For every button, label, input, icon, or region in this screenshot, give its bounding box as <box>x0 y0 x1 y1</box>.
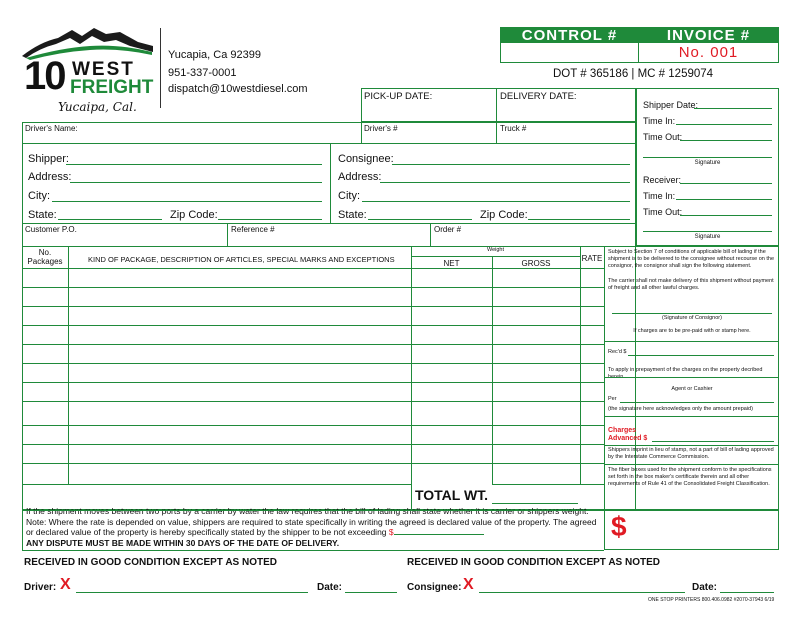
drivers-number-label: Driver's # <box>364 124 398 133</box>
customer-po-label: Customer P.O. <box>25 225 77 234</box>
declared-value-dollar: $ <box>611 511 627 542</box>
pickup-date-label: PICK-UP DATE: <box>364 91 433 102</box>
company-email: dispatch@10westdiesel.com <box>168 83 308 95</box>
consignee-state-field[interactable] <box>368 219 472 220</box>
charges-advanced-field[interactable] <box>652 441 774 442</box>
logo-number: 10 <box>24 54 65 98</box>
dot-mc-number: DOT # 365186 | MC # 1259074 <box>553 68 714 80</box>
printer-credit: ONE STOP PRINTERS 800.406.0982 #2070-37943 6/19 <box>648 597 775 603</box>
table-row-line <box>22 287 604 288</box>
shipper-address-label: Address: <box>28 171 72 183</box>
driver-date-label: Date: <box>317 582 343 593</box>
table-row-line <box>22 268 604 269</box>
table-row-line <box>22 425 604 426</box>
recd-label: Rec'd $ <box>608 349 627 355</box>
received-left-text: RECEIVED IN GOOD CONDITION EXCEPT AS NOTED <box>24 557 277 568</box>
signature-caption: Signature <box>694 160 721 166</box>
dispute-notice: ANY DISPUTE MUST BE MADE WITHIN 30 DAYS OF THE DATE OF DELIVERY. <box>26 537 340 548</box>
agent-caption: Agent or Cashier <box>671 386 713 392</box>
shipper-date-label: Shipper Date: <box>643 100 699 110</box>
consignee-signature-field[interactable] <box>479 592 685 593</box>
invoice-label: INVOICE # <box>639 28 778 43</box>
consignee-zip-label: Zip Code: <box>480 209 528 221</box>
notice-text: If the shipment moves between two ports by a carrier by water the law requires that the bill of lading shall state whether it is carrier or shippers weight. Note: Where the rate is depended on value, shippers are required to state specifically in writing the agreed is declared value of the property. The agreed or declared value of the property is hereby specifically stated by the shipper to be not exceeding $ ANY DISPUTE MUST BE MADE WITHIN 30 DAYS OF THE DATE OF DELIVERY. <box>26 506 597 548</box>
consignee-zip-field[interactable] <box>528 219 630 220</box>
recd-field[interactable] <box>628 355 774 356</box>
driver-x-mark: X <box>60 576 71 593</box>
consignee-field[interactable] <box>392 164 630 165</box>
consignee-signature-label: Consignee: <box>407 582 462 593</box>
consignee-date-field[interactable] <box>720 592 774 593</box>
receiver-signature-line[interactable] <box>643 231 772 232</box>
charges-advanced-label: Charges Advanced $ <box>608 427 648 442</box>
terms-section7: Subject to Section 7 of conditions of applicable bill of lading if the shipment is to be delivered to the consignee without recourse on the consignor, the consignor shall sign the following statement. <box>608 249 775 269</box>
consignee-city-label: City: <box>338 190 360 202</box>
prepaid-text: If charges are to be pre-paid with or stamp here. <box>633 328 751 334</box>
consignee-address-field[interactable] <box>380 182 630 183</box>
col-kind-header: KIND OF PACKAGE, DESCRIPTION OF ARTICLES, SPECIAL MARKS AND EXCEPTIONS <box>88 255 395 264</box>
time-out-2-label: Time Out: <box>643 207 683 217</box>
col-rate-header: RATE <box>581 254 603 263</box>
total-weight-field[interactable] <box>492 503 578 504</box>
consignee-address-label: Address: <box>338 171 382 183</box>
order-label: Order # <box>434 225 462 234</box>
time-out-field[interactable] <box>680 140 772 141</box>
drivers-name-label: Driver's Name: <box>25 124 78 133</box>
col-weight-header: Weight <box>486 247 505 253</box>
delivery-date-label: DELIVERY DATE: <box>500 91 577 102</box>
ack-text: (the signature here acknowledges only the amount prepaid) <box>608 406 753 412</box>
consignee-city-field[interactable] <box>362 201 630 202</box>
shipper-label: Shipper: <box>28 153 69 165</box>
shipper-state-field[interactable] <box>58 219 162 220</box>
table-row-line <box>492 484 604 485</box>
col-net-header: NET <box>443 259 460 268</box>
shipper-city-field[interactable] <box>52 201 322 202</box>
consignee-label: Consignee: <box>338 153 394 165</box>
truck-number-label: Truck # <box>500 124 527 133</box>
table-row-line <box>22 484 411 485</box>
fiber-text: The fiber boxes used for the shipment conform to the specifications set forth in the box maker's certificate therein and all other requirements of Rule 41 of the Consolidated Freight Classification. <box>608 467 772 487</box>
shipper-date-field[interactable] <box>694 108 772 109</box>
imprint-text: Shippers imprint in lieu of stamp, not a part of bill of lading approved by the Interstate Commerce Commission. <box>608 447 774 460</box>
table-row-line <box>22 401 604 402</box>
time-in-2-field[interactable] <box>676 199 772 200</box>
terms-carrier: The carrier shall not make delivery of this shipment without payment of freight and all other lawful charges. <box>608 278 774 291</box>
consignor-signature-caption: (Signature of Consignor) <box>662 315 722 321</box>
shipper-signature-line[interactable] <box>643 157 772 158</box>
logo-tagline: Yucaipa, Cal. <box>58 100 137 114</box>
total-weight-label: TOTAL WT. <box>414 487 489 503</box>
driver-signature-field[interactable] <box>76 592 308 593</box>
company-city: Yucapia, Ca 92399 <box>168 49 261 61</box>
table-row-line <box>22 306 604 307</box>
logo-west: WEST <box>72 59 135 80</box>
col-gross-header: GROSS <box>521 259 551 268</box>
signature-panel <box>636 88 779 246</box>
time-in-label: Time In: <box>643 116 676 126</box>
received-right-text: RECEIVED IN GOOD CONDITION EXCEPT AS NOTED <box>407 557 660 568</box>
consignor-signature-line[interactable] <box>612 313 772 314</box>
time-in-field[interactable] <box>676 124 772 125</box>
shipper-state-label: State: <box>28 209 57 221</box>
consignee-x-mark: X <box>463 576 474 593</box>
table-row-line <box>22 463 604 464</box>
company-phone: 951-337-0001 <box>168 67 237 79</box>
signature-2-caption: Signature <box>694 234 721 240</box>
receiver-field[interactable] <box>680 183 772 184</box>
time-out-2-field[interactable] <box>680 215 772 216</box>
receiver-label: Receiver: <box>643 175 682 185</box>
per-label: Per <box>608 396 617 402</box>
time-out-label: Time Out: <box>643 132 683 142</box>
consignee-state-label: State: <box>338 209 367 221</box>
table-row-line <box>22 382 604 383</box>
driver-date-field[interactable] <box>345 592 397 593</box>
apply-text: To apply in prepayment of the charges on the property decribed herein. <box>608 367 763 380</box>
shipper-address-field[interactable] <box>70 182 322 183</box>
table-row-line <box>22 363 604 364</box>
shipper-city-label: City: <box>28 190 50 202</box>
shipper-field[interactable] <box>66 164 322 165</box>
reference-label: Reference # <box>231 225 275 234</box>
shipper-zip-field[interactable] <box>218 219 322 220</box>
control-label: CONTROL # <box>501 28 638 43</box>
table-row-line <box>22 444 604 445</box>
shipper-zip-label: Zip Code: <box>170 209 218 221</box>
time-in-2-label: Time In: <box>643 191 676 201</box>
driver-signature-label: Driver: <box>24 582 57 593</box>
value-box <box>604 510 779 550</box>
per-field[interactable] <box>620 402 774 403</box>
consignee-date-label: Date: <box>692 582 718 593</box>
logo-freight: FREIGHT <box>70 77 154 98</box>
table-row-line <box>22 325 604 326</box>
company-logo <box>20 22 155 122</box>
main-form-frame <box>22 122 636 510</box>
invoice-number: No. 001 <box>678 44 739 61</box>
col-packages-header: No. Packages <box>27 248 63 266</box>
table-row-line <box>22 344 604 345</box>
